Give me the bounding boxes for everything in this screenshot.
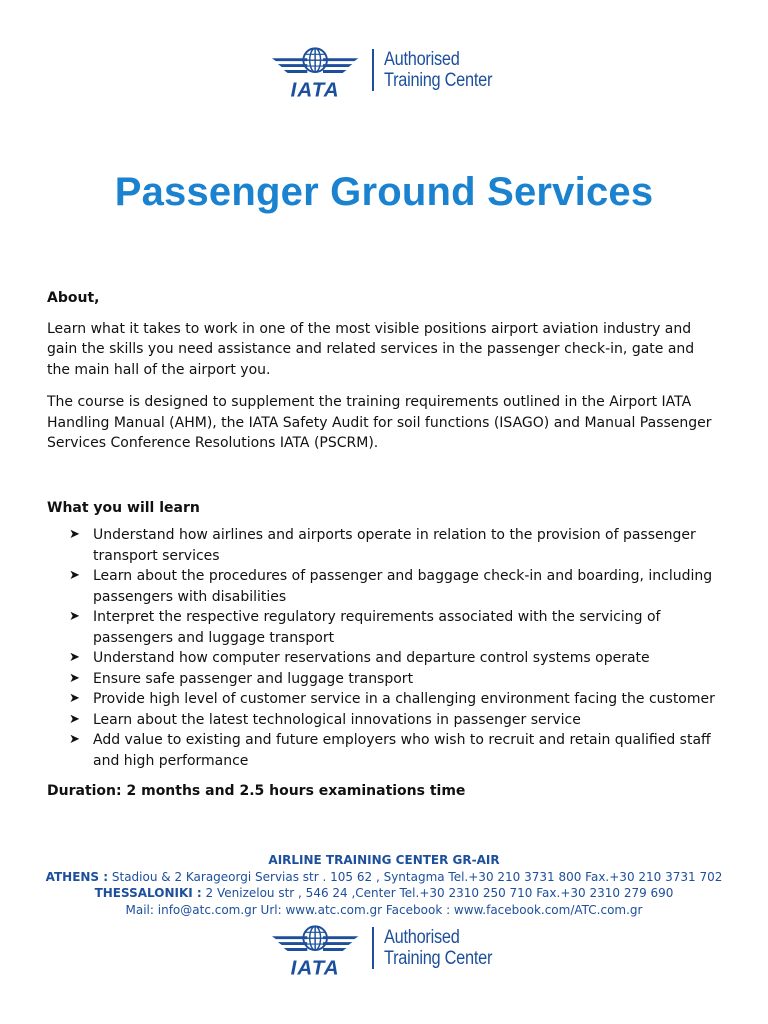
list-item: ➤ Understand how computer reservations and departure control systems operate — [47, 648, 717, 669]
duration-line: Duration: 2 months and 2.5 hours examinations time — [47, 783, 466, 799]
authorised-training-center-label — [384, 927, 492, 969]
page-title: Passenger Ground Services — [114, 170, 654, 214]
footer-contact — [0, 852, 768, 918]
iata-globe-wings-icon — [270, 40, 360, 100]
about-paragraph-1: Learn what it takes to work in one of the most visible positions airport aviation industry and gain the skills you need assistance and related services in the passenger check-in, gate and the main hall of the airport you. — [47, 320, 695, 378]
list-item: ➤ Ensure safe passenger and luggage transport — [47, 669, 717, 690]
learn-heading: What you will learn — [47, 499, 200, 516]
iata-logo-bottom — [270, 918, 510, 978]
list-item: ➤ Add value to existing and future employers who wish to recruit and retain qualified staff and high performance — [69, 732, 711, 769]
arrow-bullet-icon: ➤ — [69, 609, 80, 624]
about-paragraph-2: The course is designed to supplement the training requirements outlined in the Airport IATA Handling Manual (AHM), the IATA Safety Audit for soil functions (ISAGO) and Manual Passenger Services Conference Resolutions IATA (PSCRM). — [47, 394, 712, 451]
iata-wordmark: IATA — [290, 78, 340, 100]
athens-label: ATHENS : — [45, 869, 109, 884]
about-heading: About, — [47, 290, 100, 306]
athens-address: Stadiou & 2 Karageorgi Servias str . 105 62 , Syntagma Tel.+30 210 3731 800 Fax.+30 210 3731 702 — [108, 869, 723, 884]
footer-web-contact: Mail: info@atc.com.gr Url: www.atc.com.gr Facebook : www.facebook.com/ATC.com.gr — [125, 902, 643, 917]
footer-title: AIRLINE TRAINING CENTER GR-AIR — [268, 853, 500, 867]
footer-thessaloniki — [0, 885, 768, 902]
iata-logo-top — [270, 40, 510, 100]
list-item: ➤ Interpret the respective regulatory requirements associated with the servicing of passengers and luggage transport — [69, 609, 661, 646]
authorised-training-center-label — [384, 49, 492, 91]
iata-globe-wings-icon — [270, 918, 360, 978]
arrow-bullet-icon: ➤ — [69, 670, 80, 686]
logo-line1: Authorised — [384, 49, 460, 70]
logo-line2: Training Center — [384, 70, 493, 91]
footer-athens — [0, 869, 768, 886]
learn-list — [47, 525, 717, 771]
thessaloniki-label: THESSALONIKI : — [94, 886, 202, 900]
course-content — [47, 288, 717, 802]
thessaloniki-address: 2 Venizelou str , 546 24 ,Center Tel.+30 2310 250 710 Fax.+30 2310 279 690 — [201, 886, 674, 900]
logo-divider — [372, 927, 374, 969]
arrow-bullet-icon: ➤ — [69, 691, 80, 706]
logo-divider — [372, 49, 374, 91]
arrow-bullet-icon: ➤ — [69, 711, 80, 727]
arrow-bullet-icon: ➤ — [69, 732, 80, 747]
logo-line1: Authorised — [384, 927, 460, 948]
list-item: ➤ Learn about the latest technological innovations in passenger service — [47, 710, 717, 731]
list-item: ➤ Understand how airlines and airports operate in relation to the provision of passenger transport services — [69, 527, 696, 564]
logo-line2: Training Center — [384, 948, 493, 969]
list-item: ➤ Provide high level of customer service in a challenging environment facing the customer — [47, 689, 717, 710]
arrow-bullet-icon: ➤ — [69, 650, 80, 665]
arrow-bullet-icon: ➤ — [69, 527, 80, 542]
arrow-bullet-icon: ➤ — [69, 568, 80, 583]
list-item: ➤ Learn about the procedures of passenger and baggage check-in and boarding, including passengers with disabilities — [69, 568, 713, 605]
iata-wordmark: IATA — [290, 956, 340, 978]
